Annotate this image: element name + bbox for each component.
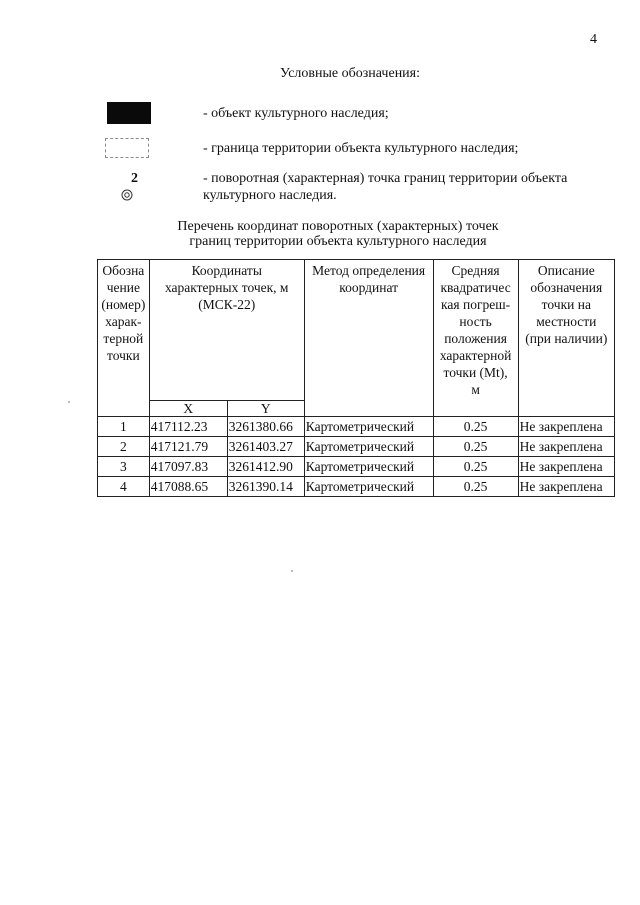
header-method xyxy=(304,260,433,417)
cell-y: 3261390.14 xyxy=(227,477,304,497)
cell-y: 3261412.90 xyxy=(227,457,304,477)
header-y: Y xyxy=(227,401,304,417)
territory-border-symbol xyxy=(105,138,149,158)
cell-description: Не закреплена xyxy=(518,437,614,457)
legend-item-border: - граница территории объекта культурного наследия; xyxy=(203,141,519,156)
cell-description: Не закреплена xyxy=(518,417,614,437)
header-error-line: квадратичес xyxy=(440,280,511,295)
point-marker-label: 2 xyxy=(131,171,138,186)
cell-x: 417121.79 xyxy=(149,437,227,457)
header-method-line: координат xyxy=(339,280,399,295)
cell-method: Картометрический xyxy=(304,457,433,477)
cell-description: Не закреплена xyxy=(518,477,614,497)
table-row xyxy=(98,417,615,437)
header-error-line: Средняя xyxy=(451,263,500,278)
header-description-line: Описание xyxy=(537,263,595,278)
header-description-line: обозначения xyxy=(530,280,603,295)
header-designation-line: терной xyxy=(103,331,144,346)
header-error-line: ность xyxy=(459,314,492,329)
header-description xyxy=(518,260,614,417)
cell-number: 3 xyxy=(98,457,150,477)
cell-mt: 0.25 xyxy=(433,417,518,437)
cell-method: Картометрический xyxy=(304,477,433,497)
header-coordinates-line: (МСК-22) xyxy=(198,297,256,312)
header-description-line: местности xyxy=(536,314,597,329)
header-error-line: кая погреш- xyxy=(441,297,511,312)
cell-number: 4 xyxy=(98,477,150,497)
header-designation-line: Обозна xyxy=(102,263,145,278)
list-title-line2: границ территории объекта культурного наследия xyxy=(189,234,487,249)
cell-y: 3261403.27 xyxy=(227,437,304,457)
cell-method: Картометрический xyxy=(304,417,433,437)
legend-item-point-line1: - поворотная (характерная) точка границ территории объекта xyxy=(203,171,568,186)
header-error-line: характерной xyxy=(439,348,512,363)
table-row xyxy=(98,437,615,457)
cell-description: Не закреплена xyxy=(518,457,614,477)
header-coordinates-line: характерных точек, м xyxy=(164,280,289,295)
header-error-line: м xyxy=(471,382,480,397)
header-coordinates xyxy=(149,260,304,401)
header-coordinates-line: Координаты xyxy=(191,263,262,278)
cell-y: 3261380.66 xyxy=(227,417,304,437)
legend-item-point xyxy=(203,170,567,204)
cell-mt: 0.25 xyxy=(433,437,518,457)
scan-artifact xyxy=(68,401,70,403)
point-marker-icon xyxy=(121,189,133,201)
cell-number: 2 xyxy=(98,437,150,457)
header-designation-line: (номер) xyxy=(101,297,146,312)
cell-x: 417112.23 xyxy=(149,417,227,437)
coordinates-table xyxy=(97,259,615,497)
legend-item-object: - объект культурного наследия; xyxy=(203,106,389,121)
page-number: 4 xyxy=(590,32,597,47)
cell-x: 417097.83 xyxy=(149,457,227,477)
header-designation-line: харак- xyxy=(105,314,142,329)
header-designation-line: точки xyxy=(106,348,140,363)
heritage-object-symbol xyxy=(107,102,151,124)
header-designation xyxy=(98,260,150,417)
header-x: X xyxy=(149,401,227,417)
cell-number: 1 xyxy=(98,417,150,437)
legend-title: Условные обозначения: xyxy=(279,66,421,81)
header-method-line: Метод определения xyxy=(312,263,426,278)
coordinates-list-title xyxy=(0,219,640,249)
cell-mt: 0.25 xyxy=(433,457,518,477)
list-title-line1: Перечень координат поворотных (характерных) точек xyxy=(177,219,499,234)
header-error-line: точки (Mt), xyxy=(443,365,508,380)
header-designation-line: чение xyxy=(106,280,140,295)
cell-method: Картометрический xyxy=(304,437,433,457)
cell-mt: 0.25 xyxy=(433,477,518,497)
scan-artifact xyxy=(291,570,293,572)
header-error xyxy=(433,260,518,417)
header-error-line: положения xyxy=(444,331,507,346)
legend-item-point-line2: культурного наследия. xyxy=(203,188,337,203)
header-description-line: (при наличии) xyxy=(525,331,608,346)
header-description-line: точки на xyxy=(541,297,591,312)
table-row xyxy=(98,457,615,477)
table-row xyxy=(98,477,615,497)
cell-x: 417088.65 xyxy=(149,477,227,497)
